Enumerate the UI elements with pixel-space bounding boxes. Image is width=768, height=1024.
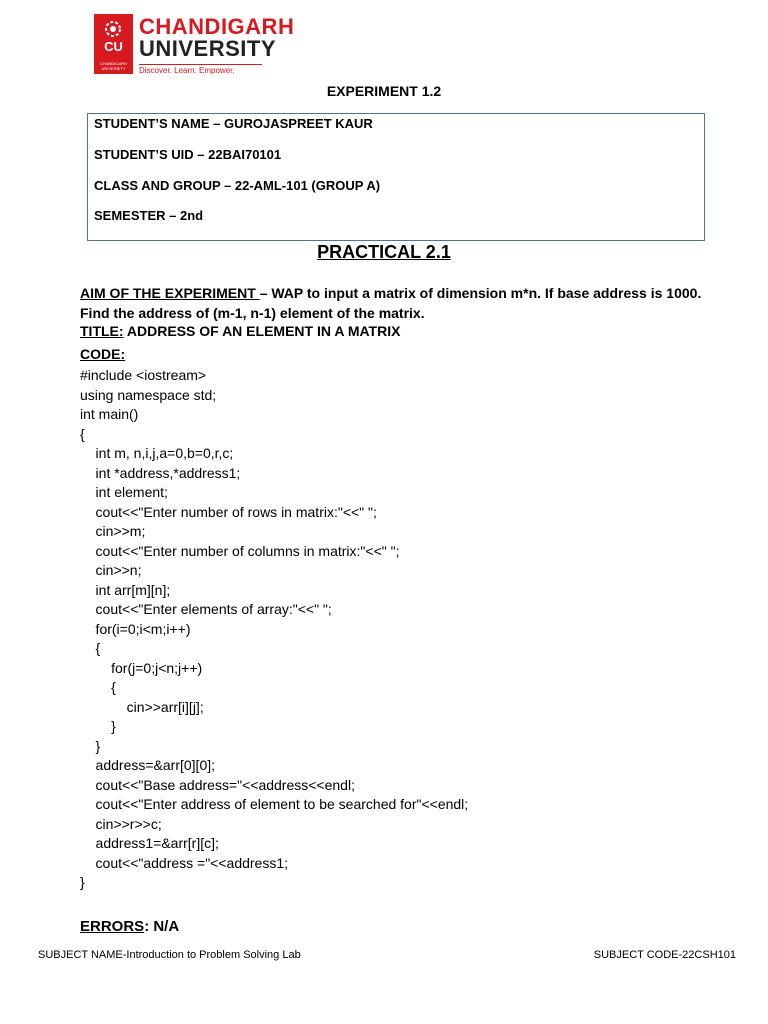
code-line: int m, n,i,j,a=0,b=0,r,c;	[80, 445, 234, 461]
code-line: int *address,*address1;	[80, 464, 241, 481]
code-line: address1=&arr[r][c];	[80, 835, 219, 851]
code-line: cout<<"address ="<<address1;	[80, 854, 289, 871]
errors-text: : N/A	[144, 918, 180, 935]
title-label: TITLE:	[80, 323, 124, 339]
code-line: for(i=0;i<m;i++)	[80, 620, 191, 637]
class-group: CLASS AND GROUP – 22-AML-101 (GROUP A)	[94, 178, 381, 193]
code-line: cout<<"Enter number of columns in matrix:"<<" ";	[80, 542, 400, 559]
code-line: cin>>m;	[80, 523, 146, 539]
code-label: CODE:	[80, 346, 126, 362]
experiment-title: EXPERIMENT 1.2	[326, 83, 442, 99]
logo-name-line2: UNIVERSITY	[139, 36, 277, 61]
aim-label: AIM OF THE EXPERIMENT	[80, 285, 260, 301]
code-line: int arr[m][n];	[80, 581, 171, 598]
code-line: }	[80, 874, 85, 890]
title-line	[80, 323, 400, 339]
logo-badge-text: CU	[104, 39, 123, 54]
errors-line	[80, 918, 179, 935]
footer-subject-name: SUBJECT NAME-Introduction to Problem Solving Lab	[38, 949, 301, 961]
logo-badge-subtext: CHANDIGARH UNIVERSITY	[100, 61, 127, 71]
semester: SEMESTER – 2nd	[94, 208, 204, 223]
logo-divider	[139, 64, 262, 65]
university-logo	[94, 14, 295, 76]
code-line: cin>>n;	[80, 562, 142, 578]
code-line: int element;	[80, 484, 168, 500]
student-uid: STUDENT’S UID – 22BAI70101	[94, 147, 282, 162]
code-line: address=&arr[0][0];	[80, 757, 216, 773]
code-line: cout<<"Enter number of rows in matrix:"<<" ";	[80, 503, 377, 520]
aim-text: – WAP to input a matrix of dimension m*n. If base address is 1000. Find the address of (m-1, n-1) element of the matrix.	[80, 285, 702, 321]
code-line: for(j=0;j<n;j++)	[80, 659, 203, 676]
student-name: STUDENT’S NAME – GUROJASPREET KAUR	[94, 116, 373, 131]
gear-emblem-icon	[102, 18, 124, 40]
code-block	[80, 366, 468, 893]
code-line: int main()	[80, 406, 139, 422]
logo-badge	[94, 14, 133, 74]
logo-name-line1: CHANDIGARH	[139, 14, 295, 39]
code-line: #include <iostream>	[80, 367, 207, 383]
code-line: {	[80, 679, 116, 695]
code-line: using namespace std;	[80, 386, 217, 403]
code-line: cout<<"Base address="<<address<<endl;	[80, 776, 355, 793]
code-line: cin>>arr[i][j];	[80, 698, 204, 715]
code-line: cout<<"Enter address of element to be searched for"<<endl;	[80, 796, 469, 812]
practical-heading	[0, 242, 768, 263]
code-line: {	[80, 640, 101, 656]
aim-paragraph	[80, 283, 720, 323]
code-line: {	[80, 425, 85, 442]
code-line: cout<<"Enter elements of array:"<<" ";	[80, 601, 332, 617]
code-line: }	[80, 737, 101, 754]
title-text: ADDRESS OF AN ELEMENT IN A MATRIX	[123, 323, 401, 339]
footer-subject-code: SUBJECT CODE-22CSH101	[593, 949, 736, 961]
code-line: cin>>r>>c;	[80, 815, 162, 832]
logo-tagline: Discover. Learn. Empower.	[139, 66, 235, 75]
student-info-box	[87, 113, 705, 241]
practical-title: PRACTICAL 2.1	[317, 242, 451, 262]
code-line: }	[80, 718, 116, 734]
errors-label: ERRORS	[80, 918, 145, 935]
